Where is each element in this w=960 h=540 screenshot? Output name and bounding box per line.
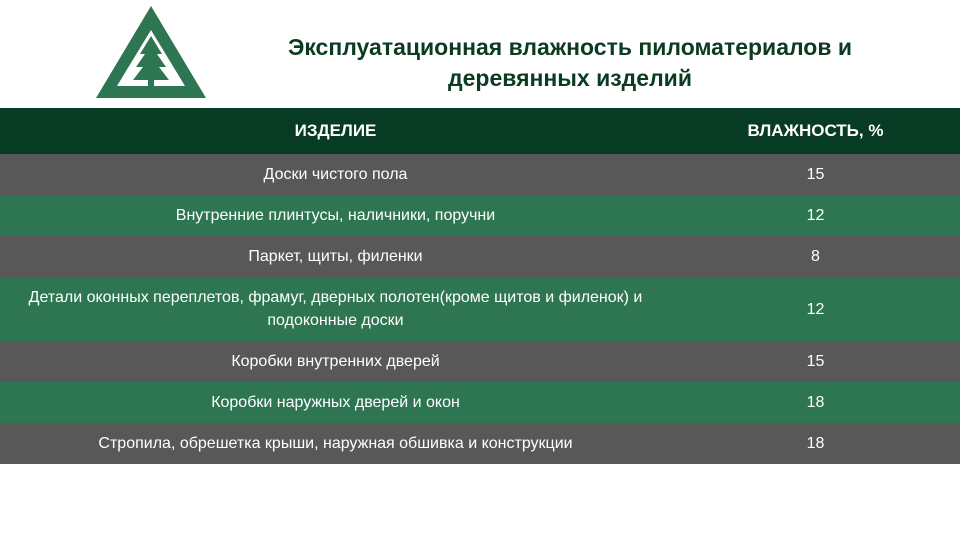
moisture-cell: 18 bbox=[806, 394, 825, 411]
item-cell: Стропила, обрешетка крыши, наружная обшивка и конструкции bbox=[98, 435, 573, 452]
moisture-cell: 15 bbox=[806, 166, 825, 183]
item-cell: Паркет, щиты, филенки bbox=[248, 248, 423, 265]
table-row bbox=[0, 277, 960, 341]
moisture-cell: 12 bbox=[806, 207, 825, 224]
table-row bbox=[0, 382, 960, 423]
table-header-row bbox=[0, 108, 960, 154]
item-cell: Внутренние плинтусы, наличники, поручни bbox=[175, 207, 496, 224]
item-cell: Коробки наружных дверей и окон bbox=[211, 394, 460, 411]
moisture-cell: 15 bbox=[806, 353, 825, 370]
column-header-item: ИЗДЕЛИЕ bbox=[294, 121, 377, 140]
moisture-cell: 12 bbox=[806, 300, 825, 318]
table-row bbox=[0, 154, 960, 195]
moisture-cell: 8 bbox=[811, 248, 820, 265]
table-row bbox=[0, 341, 960, 382]
tree-logo-icon bbox=[96, 6, 206, 100]
title-line-1: Эксплуатационная влажность пиломатериалов и bbox=[287, 34, 853, 60]
column-header-moisture: ВЛАЖНОСТЬ, % bbox=[747, 121, 884, 140]
table-row bbox=[0, 195, 960, 236]
moisture-cell: 18 bbox=[806, 435, 825, 452]
item-cell: Детали оконных переплетов, фрамуг, дверных полотен(кроме щитов и филенок) и подоконные доски bbox=[28, 289, 643, 329]
table-row bbox=[0, 423, 960, 464]
title-line-2: деревянных изделий bbox=[448, 65, 692, 91]
item-cell: Доски чистого пола bbox=[263, 166, 408, 183]
table-row bbox=[0, 236, 960, 277]
item-cell: Коробки внутренних дверей bbox=[231, 353, 440, 370]
moisture-table bbox=[0, 108, 960, 464]
page-title bbox=[220, 32, 920, 94]
